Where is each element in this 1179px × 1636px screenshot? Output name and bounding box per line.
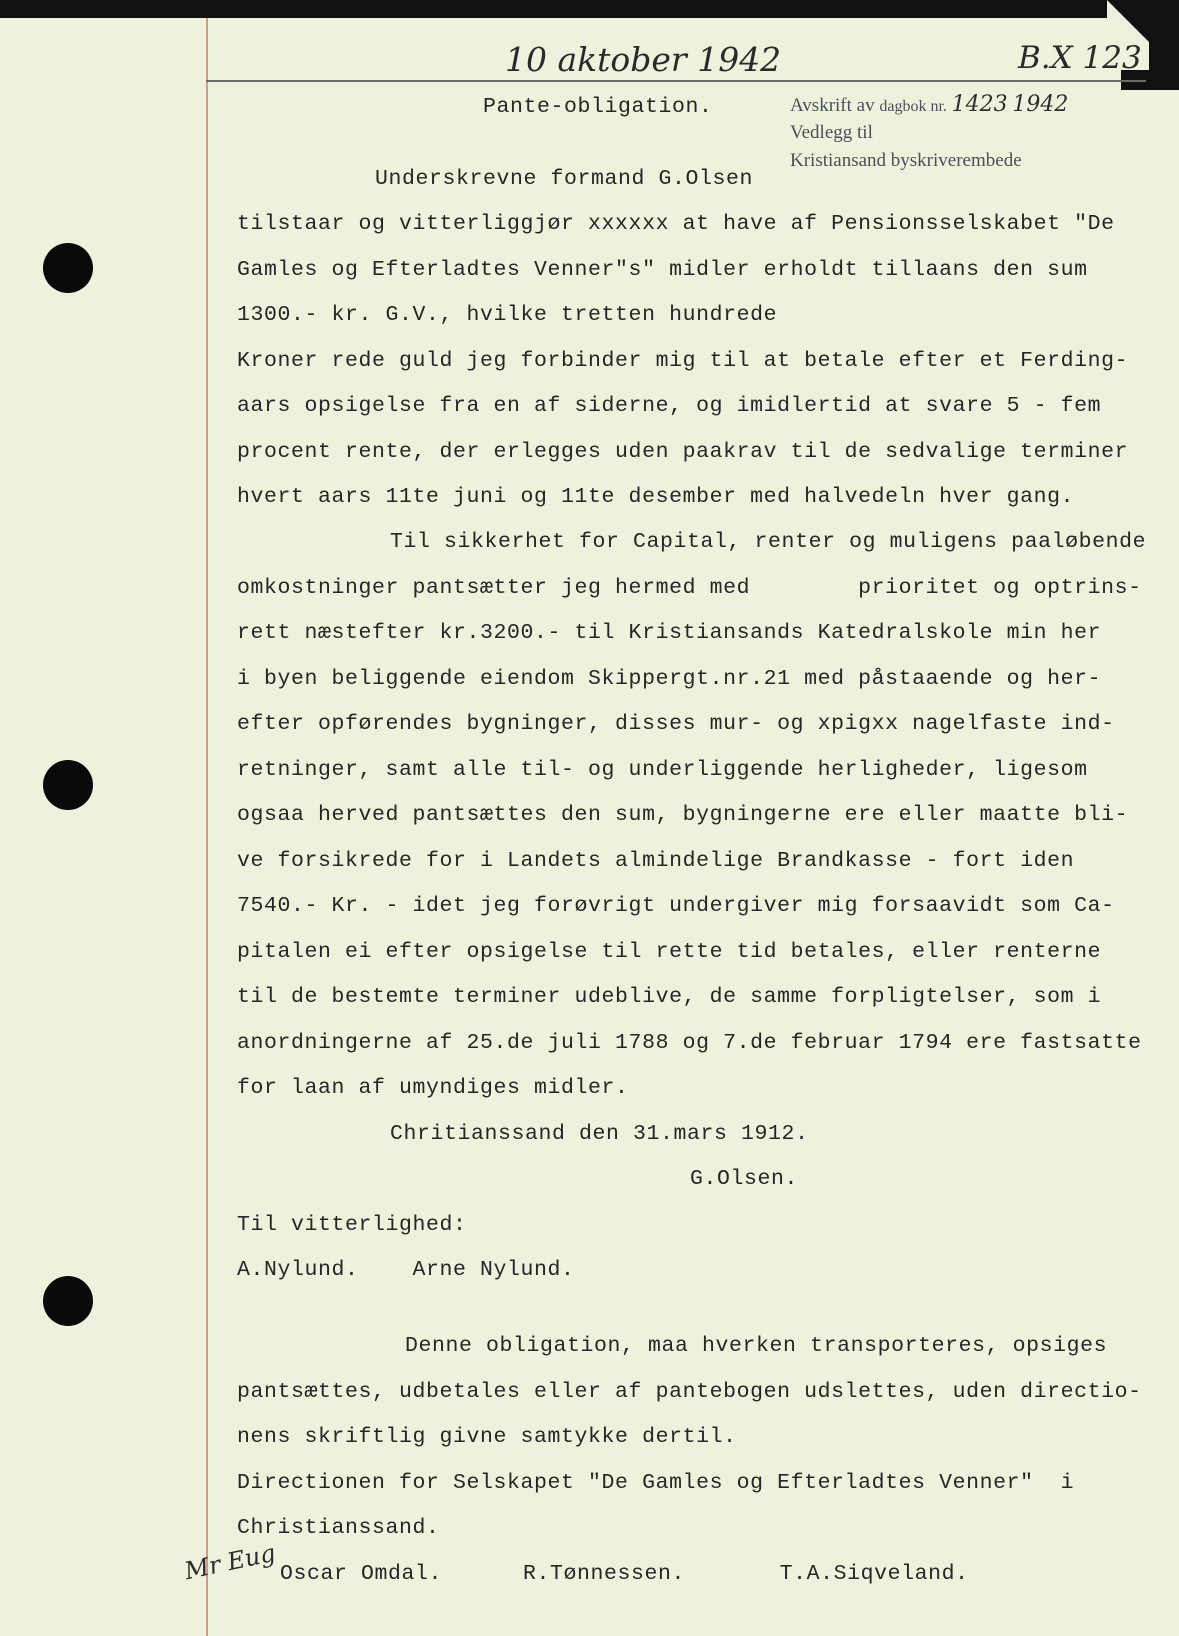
- text-line: pitalen ei efter opsigelse til rette tid betales, eller renterne: [237, 940, 1102, 964]
- scan-border-top: [0, 0, 1179, 18]
- text-line: Kroner rede guld jeg forbinder mig til at betale efter et Ferding-: [237, 349, 1129, 373]
- stamp-dagbok-number: 1423: [951, 92, 1008, 117]
- signatures-directors: Oscar Omdal. R.Tønnessen. T.A.Siqveland.: [280, 1562, 969, 1586]
- stamp-label: Avskrift av: [790, 95, 875, 116]
- text-line: 1300.- kr. G.V., hvilke tretten hundrede: [237, 303, 778, 327]
- text-line: tilstaar og vitterliggjør xxxxxx at have af Pensionsselskabet "De: [237, 212, 1115, 236]
- text-line: til de bestemte terminer udeblive, de samme forpligtelser, som i: [237, 985, 1102, 1009]
- witness-names: A.Nylund. Arne Nylund.: [237, 1258, 575, 1282]
- text-line: Denne obligation, maa hverken transporteres, opsiges: [405, 1334, 1108, 1358]
- stamp-line-1: [790, 92, 1068, 117]
- margin-handwriting: Mr Eug: [182, 1538, 278, 1586]
- text-line: ogsaa herved pantsættes den sum, bygningerne ere eller maatte bli-: [237, 803, 1129, 827]
- text-line: Directionen for Selskapet "De Gamles og Efterladtes Venner" i: [237, 1471, 1075, 1495]
- text-line: rett næstefter kr.3200.- til Kristiansands Katedralskole min her: [237, 621, 1102, 645]
- text-line: omkostninger pantsætter jeg hermed med prioritet og optrins-: [237, 576, 1142, 600]
- stamp-line-2: Vedlegg til: [790, 122, 873, 143]
- text-line: Underskrevne formand G.Olsen: [375, 167, 754, 191]
- header-rule: [206, 80, 1146, 82]
- reference-number: B.X 123: [1018, 40, 1142, 76]
- stamp-year: 1942: [1012, 92, 1069, 117]
- punch-hole-middle: [43, 760, 93, 810]
- stamp-line-3: Kristiansand byskriverembede: [790, 150, 1022, 171]
- text-line: i byen beliggende eiendom Skippergt.nr.21 med påstaaende og her-: [237, 667, 1102, 691]
- text-line: ve forsikrede for i Landets almindelige Brandkasse - fort iden: [237, 849, 1075, 873]
- text-line: 7540.- Kr. - idet jeg forøvrigt undergiver mig forsaavidt som Ca-: [237, 894, 1115, 918]
- text-line: Til sikkerhet for Capital, renter og muligens paaløbende: [390, 530, 1147, 554]
- text-line: hvert aars 11te juni og 11te desember med halvedeln hver gang.: [237, 485, 1075, 509]
- signature-olsen: G.Olsen.: [690, 1167, 799, 1191]
- punch-hole-bottom: [43, 1276, 93, 1326]
- place-date-line: Chritianssand den 31.mars 1912.: [390, 1122, 809, 1146]
- text-line: for laan af umyndiges midler.: [237, 1076, 629, 1100]
- text-line: nens skriftlig givne samtykke dertil.: [237, 1425, 737, 1449]
- text-line: retninger, samt alle til- og underliggende herligheder, ligesom: [237, 758, 1088, 782]
- text-line: Gamles og Efterladtes Venner"s" midler erholdt tillaans den sum: [237, 258, 1088, 282]
- text-line: pantsættes, udbetales eller af pantebogen udslettes, uden directio-: [237, 1380, 1142, 1404]
- stamp-dagbok-label: dagbok nr.: [879, 98, 947, 115]
- document-title: Pante-obligation.: [483, 95, 713, 119]
- punch-hole-top: [43, 243, 93, 293]
- text-line: aars opsigelse fra en af siderne, og imidlertid at svare 5 - fem: [237, 394, 1102, 418]
- witness-heading: Til vitterlighed:: [237, 1213, 467, 1237]
- text-line: anordningerne af 25.de juli 1788 og 7.de februar 1794 ere fastsatte: [237, 1031, 1142, 1055]
- text-line: Christianssand.: [237, 1516, 440, 1540]
- text-line: procent rente, der erlegges uden paakrav til de sedvalige terminer: [237, 440, 1129, 464]
- text-line: efter opførendes bygninger, disses mur- og xpigxx nagelfaste ind-: [237, 712, 1115, 736]
- handwritten-date: 10 aktober 1942: [505, 40, 782, 79]
- margin-line: [206, 18, 208, 1636]
